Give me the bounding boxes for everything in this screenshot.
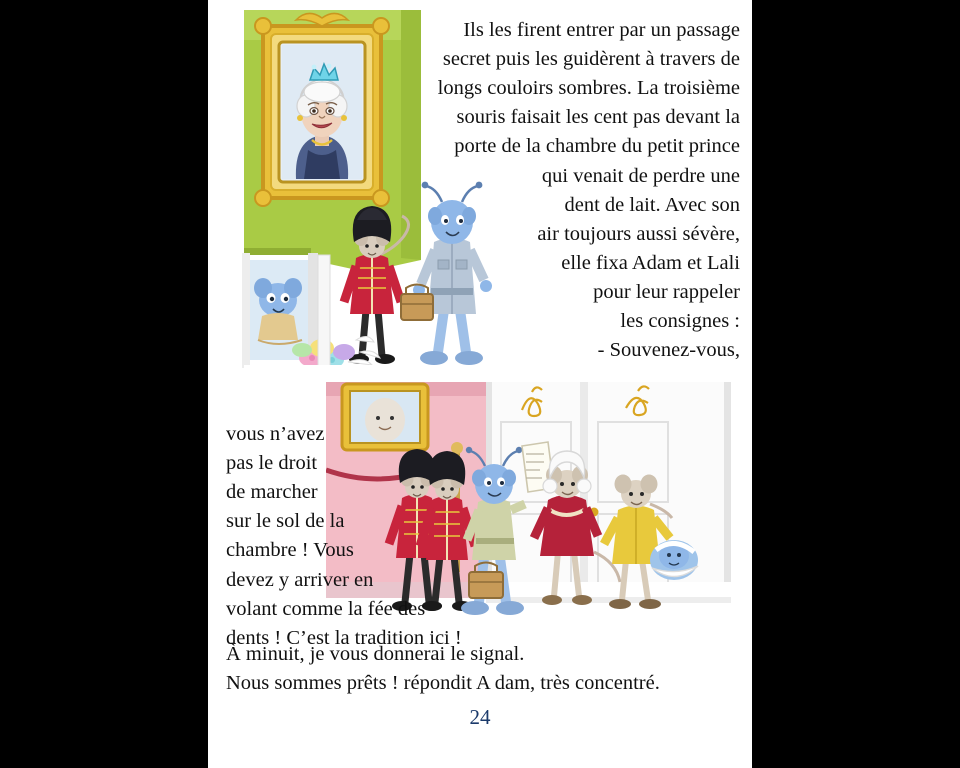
text-line: pas le droit bbox=[226, 452, 318, 475]
text-line: de marcher bbox=[226, 481, 318, 504]
text-line: - Souvenez-vous, bbox=[597, 339, 740, 362]
text-line: les consignes : bbox=[620, 310, 740, 333]
text-line: qui venait de perdre une bbox=[541, 164, 740, 187]
paragraph-top bbox=[358, 16, 740, 365]
text-line: souris faisait les cent pas devant la bbox=[456, 106, 740, 129]
text-line: dents ! C’est la tradition ici ! bbox=[226, 626, 462, 649]
text-line: chambre ! Vous bbox=[226, 539, 354, 562]
text-line: dent de lait. Avec son bbox=[564, 193, 740, 216]
book-page bbox=[208, 0, 752, 768]
text-line: elle fixa Adam et Lali bbox=[561, 251, 740, 274]
text-line: sur le sol de la bbox=[226, 510, 345, 533]
text-line: À minuit, je vous donnerai le signal. bbox=[226, 643, 525, 665]
page-number: 24 bbox=[469, 705, 491, 729]
text-line: air toujours aussi sévère, bbox=[537, 222, 740, 245]
paragraph-bottom-left bbox=[226, 420, 476, 653]
text-line: volant comme la fée des bbox=[226, 597, 426, 620]
text-line: vous n’avez bbox=[226, 423, 325, 445]
text-line: longs couloirs sombres. La troisième bbox=[437, 77, 740, 100]
text-line: Ils les firent entrer par un passage bbox=[463, 19, 740, 41]
text-line: Nous sommes prêts ! répondit A dam, très concentré. bbox=[226, 672, 660, 695]
text-line: secret puis les guidèrent à travers de bbox=[442, 48, 740, 71]
paragraph-bottom-full bbox=[226, 640, 742, 698]
text-line: porte de la chambre du petit prince bbox=[454, 135, 740, 158]
text-line: pour leur rappeler bbox=[593, 280, 740, 303]
text-line: devez y arriver en bbox=[226, 568, 374, 591]
page-content bbox=[208, 0, 752, 768]
